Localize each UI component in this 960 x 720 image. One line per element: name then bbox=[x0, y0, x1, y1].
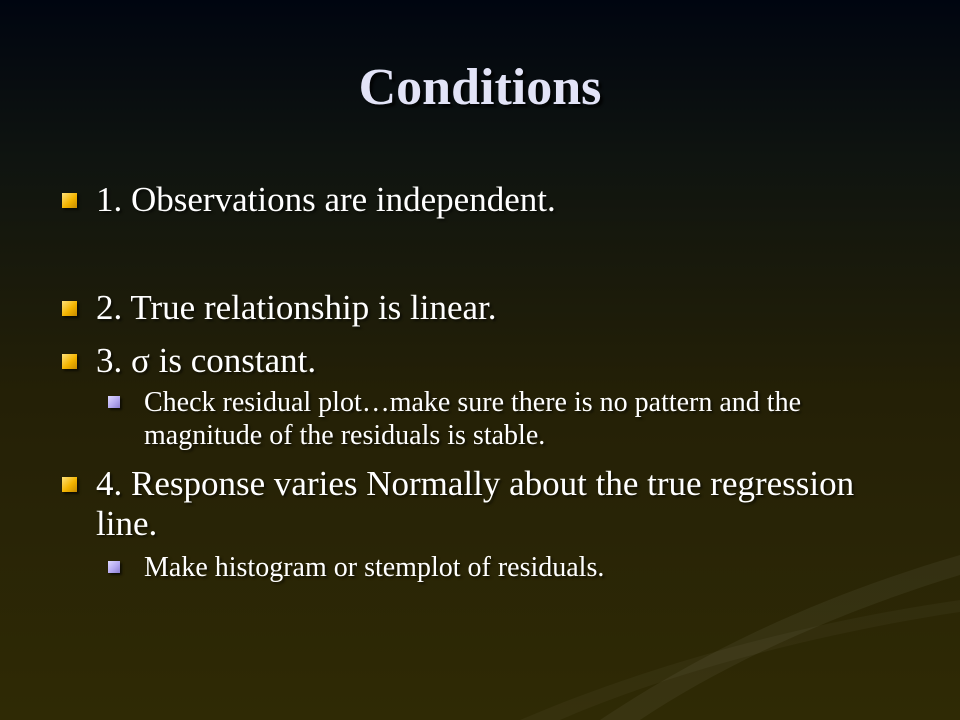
bullet-square-icon bbox=[62, 354, 77, 369]
bullet-text: 4. Response varies Normally about the true regression line. bbox=[96, 464, 855, 543]
bullet-text: 3. σ is constant. bbox=[96, 341, 317, 380]
sub-bullet-histogram bbox=[106, 551, 910, 584]
sub-bullet-text: Make histogram or stemplot of residuals. bbox=[144, 552, 605, 583]
bullet-item-constant-sigma bbox=[60, 341, 910, 381]
bullet-text: 1. Observations are independent. bbox=[96, 180, 556, 219]
sub-bullet-residual-plot bbox=[106, 386, 910, 452]
bullet-text: 2. True relationship is linear. bbox=[96, 288, 497, 327]
bullet-item-independent bbox=[60, 180, 910, 220]
sub-bullet-text: Check residual plot…make sure there is no pattern and the magnitude of the residuals is stable. bbox=[144, 387, 802, 451]
bullet-item-normal-response bbox=[60, 464, 910, 544]
bullet-square-icon bbox=[62, 477, 77, 492]
slide-title: Conditions bbox=[358, 59, 602, 116]
bullet-square-icon bbox=[62, 301, 77, 316]
bullet-list bbox=[60, 170, 910, 584]
bullet-square-icon bbox=[62, 193, 77, 208]
bullet-item-linear bbox=[60, 288, 910, 328]
sub-bullet-square-icon bbox=[108, 396, 120, 408]
sub-bullet-square-icon bbox=[108, 561, 120, 573]
